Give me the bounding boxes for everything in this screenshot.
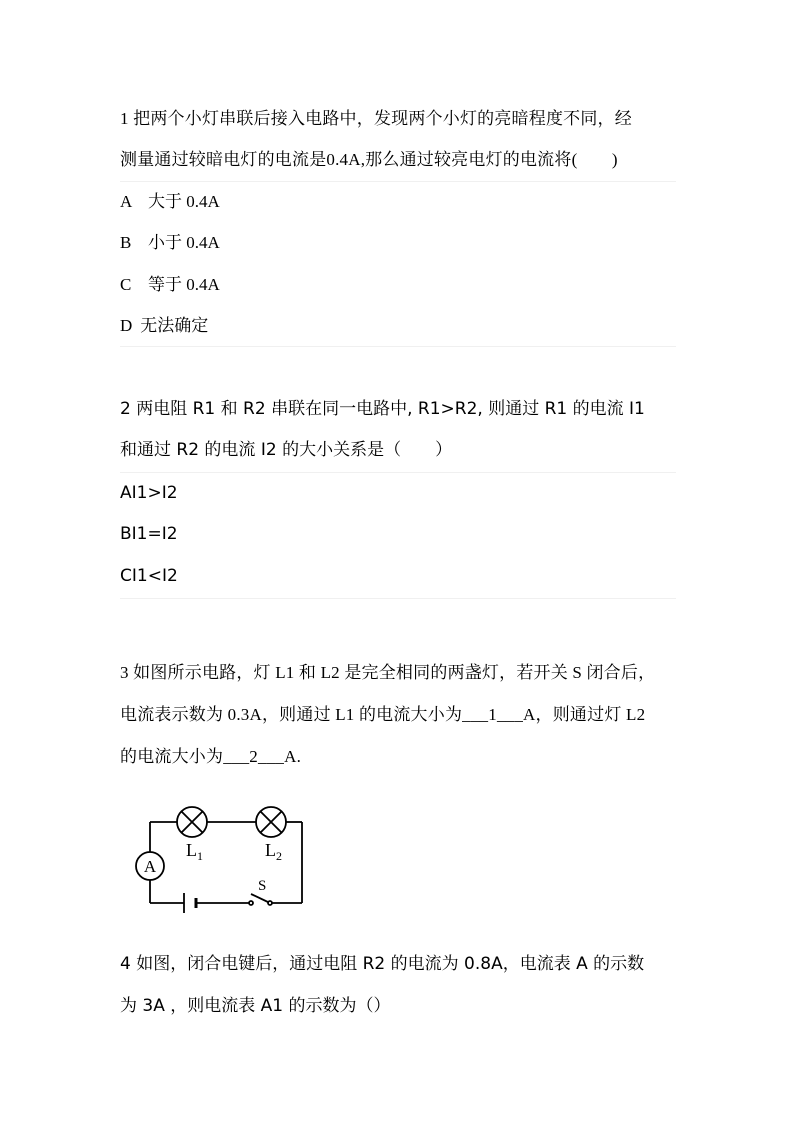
lamp1-subscript: 1 [197,849,203,863]
option-letter: B [120,233,132,252]
option-text: 无法确定 [140,316,209,335]
lamp1-label: L [186,840,197,860]
q4-stem-line2: 为 3A ，则电流表 A1 的示数为（） [120,996,391,1016]
ammeter-label: A [143,857,157,876]
divider [120,598,676,599]
lamp-icon [256,807,286,837]
q2-option-b: BI1=I2 [120,524,178,544]
option-letter: C [120,275,132,294]
q3-stem-line3: 的电流大小为___2___A. [120,747,302,766]
q2-option-c: CI1<I2 [120,566,178,586]
q1-option-b [120,234,220,251]
option-letter: D [120,316,133,335]
switch-label: S [258,878,267,894]
q1-stem-line2: 测量通过较暗电灯的电流是0.4A,那么通过较亮电灯的电流将( ) [120,150,618,169]
lamp2-subscript: 2 [276,849,282,863]
q2-stem-line2: 和通过 R2 的电流 I2 的大小关系是（ ） [120,440,453,460]
q2-option-a: AI1>I2 [120,483,178,503]
lamp2-label: L [265,840,276,860]
circuit-diagram [132,800,312,920]
option-text: 小于 0.4A [148,233,220,252]
q1-option-c [120,276,220,293]
divider [120,181,676,182]
lamp-icon [177,807,207,837]
option-letter: A [120,192,133,211]
q1-stem-line1: 1 把两个小灯串联后接入电路中，发现两个小灯的亮暗程度不同，经 [120,109,632,128]
option-text: 大于 0.4A [148,192,220,211]
divider [120,346,676,347]
q3-stem-line2: 电流表示数为 0.3A，则通过 L1 的电流大小为___1___A，则通过灯 L2 [120,705,646,724]
q2-stem-line1: 2 两电阻 R1 和 R2 串联在同一电路中, R1>R2, 则通过 R1 的电流 I1 [120,399,645,419]
q3-stem-line1: 3 如图所示电路，灯 L1 和 L2 是完全相同的两盏灯，若开关 S 闭合后， [120,663,656,682]
q1-option-a [120,193,220,210]
divider [120,472,676,473]
q4-stem-line1: 4 如图，闭合电键后，通过电阻 R2 的电流为 0.8A，电流表 A 的示数 [120,954,645,974]
option-text: 等于 0.4A [148,275,220,294]
q1-option-d [120,317,208,334]
battery-icon [184,893,196,913]
